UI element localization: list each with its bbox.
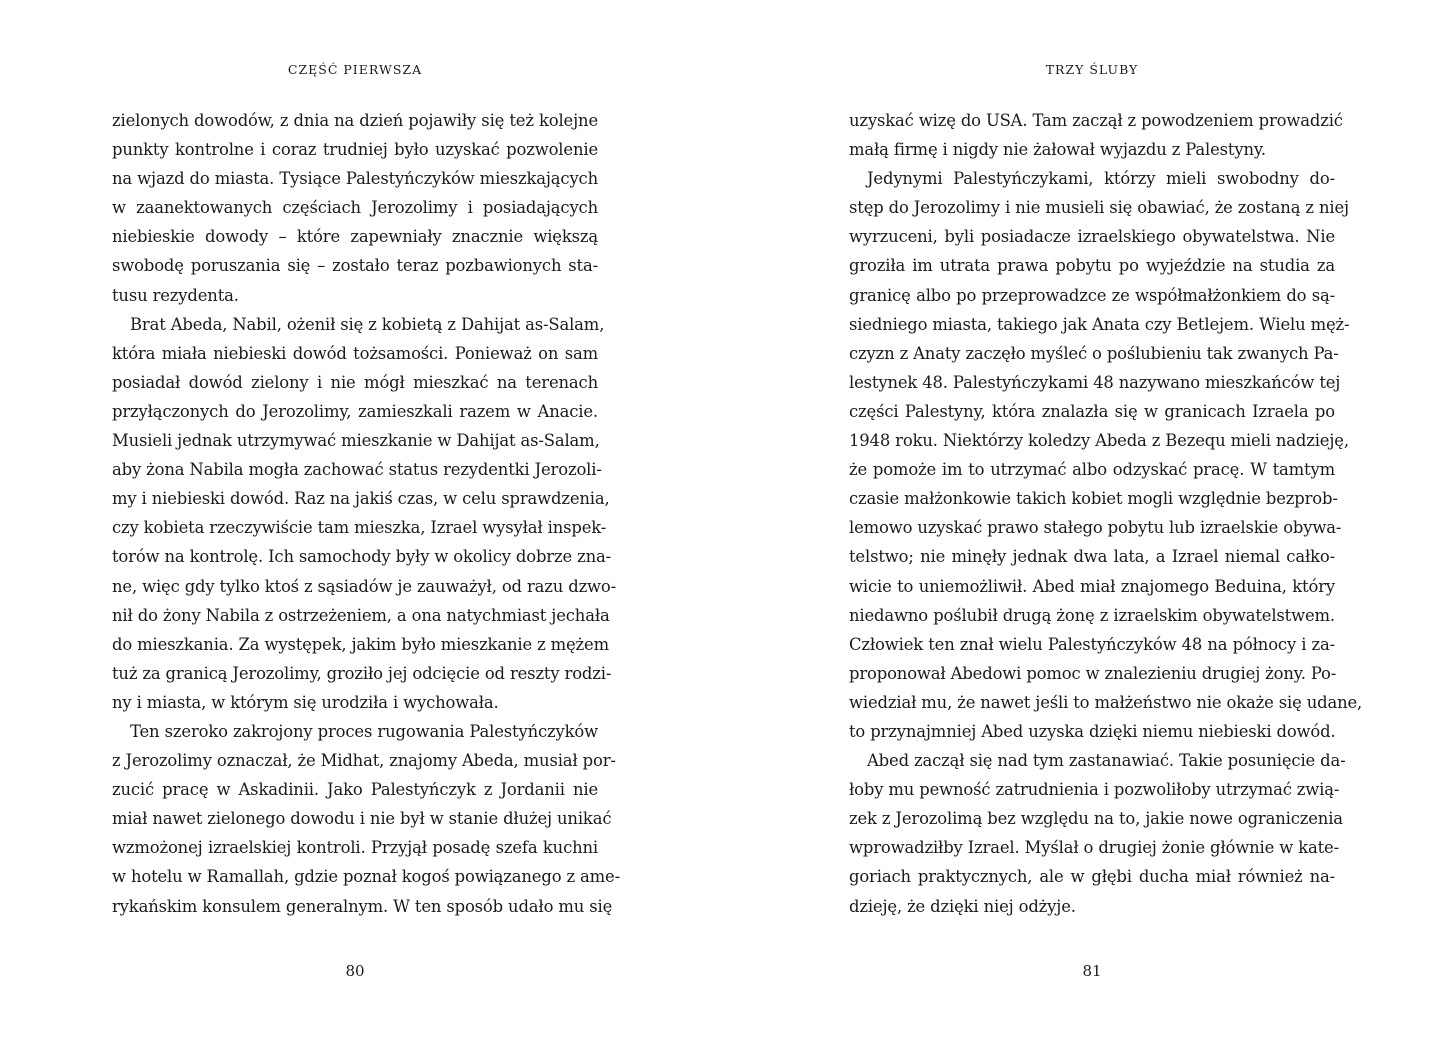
text-line: lestynek 48. Palestyńczykami 48 nazywano mieszkańców tej [849,372,1341,392]
text-line: Ten szeroko zakrojony proces rugowania Palestyńczyków [130,721,598,741]
text-line: w hotelu w Ramallah, gdzie poznał kogoś powiązanego z ame- [112,867,620,887]
text-line: tuż za granicą Jerozolimy, groziło jej odcięcie od reszty rodzi- [112,663,612,683]
text-line: wzmożonej izraelskiej kontroli. Przyjął posadę szefa kuchni [112,838,598,858]
text-line: że pomoże im to utrzymać albo odzyskać pracę. W tamtym [849,460,1335,480]
text-line: miał nawet zielonego dowodu i nie był w stanie dłużej unikać [112,809,612,829]
text-line: 1948 roku. Niektórzy koledzy Abeda z Bezequ mieli nadzieję, [849,431,1349,451]
text-line: Musieli jednak utrzymywać mieszkanie w Dahijat as-Salam, [112,431,600,451]
text-line: do mieszkania. Za występek, jakim było mieszkanie z mężem [112,634,609,654]
text-line: wprowadziłby Izrael. Myślał o drugiej żonie głównie w kate- [849,838,1339,858]
text-line: groziła im utrata prawa pobytu po wyjeździe na studia za [849,256,1335,276]
text-line: stęp do Jerozolimy i nie musieli się obawiać, że zostaną z niej [849,198,1349,218]
text-line: telstwo; nie minęły jednak dwa lata, a Izrael niemal całko- [849,547,1335,567]
text-line: tusu rezydenta. [112,285,239,305]
text-line: swobodę poruszania się – zostało teraz pozbawionych sta- [112,256,598,276]
text-line: łoby mu pewność zatrudnienia i pozwoliłoby utrzymać zwią- [849,780,1340,800]
right-page [849,0,1363,1058]
text-line: goriach praktycznych, ale w głębi ducha miał również na- [849,867,1335,887]
text-line: niebieskie dowody – które zapewniały znacznie większą [112,227,598,247]
text-line: punkty kontrolne i coraz trudniej było uzyskać pozwolenie [112,140,598,160]
text-line: zielonych dowodów, z dnia na dzień pojawiły się też kolejne [112,111,598,130]
text-line: w zaanektowanych częściach Jerozolimy i posiadających [112,198,598,218]
text-line: czy kobieta rzeczywiście tam mieszka, Izrael wysyłał inspek- [112,518,607,538]
text-line: uzyskać wizę do USA. Tam zaczął z powodzeniem prowadzić [849,111,1343,130]
text-line: to przynajmniej Abed uzyska dzięki niemu niebieski dowód. [849,721,1336,741]
text-line: na wjazd do miasta. Tysiące Palestyńczyków mieszkających [112,169,598,189]
page-number-left: 80 [345,962,365,980]
text-line: wicie to uniemożliwił. Abed miał znajomego Beduina, który [849,576,1335,596]
text-line: małą firmę i nigdy nie żałował wyjazdu z Palestyny. [849,140,1266,160]
running-head-right: TRZY ŚLUBY [1045,62,1139,77]
left-page [112,0,620,1058]
text-line: Abed zaczął się nad tym zastanawiać. Takie posunięcie da- [867,751,1346,771]
text-line: Człowiek ten znał wielu Palestyńczyków 48 na północy i za- [849,634,1335,654]
right-page-body [849,106,1363,921]
text-line: proponował Abedowi pomoc w znalezieniu drugiej żony. Po- [849,663,1337,683]
text-line: z Jerozolimy oznaczał, że Midhat, znajomy Abeda, musiał por- [112,751,616,771]
text-line: rykańskim konsulem generalnym. W ten sposób udało mu się [112,896,613,916]
text-line: nił do żony Nabila z ostrzeżeniem, a ona natychmiast jechała [112,605,610,625]
text-line: ne, więc gdy tylko ktoś z sąsiadów je zauważył, od razu dzwo- [112,576,617,596]
text-line: zek z Jerozolimą bez względu na to, jakie nowe ograniczenia [849,809,1343,829]
text-line: torów na kontrolę. Ich samochody były w okolicy dobrze zna- [112,547,611,567]
text-line: Jedynymi Palestyńczykami, którzy mieli swobodny do- [867,169,1335,189]
text-line: zucić pracę w Askadinii. Jako Palestyńczyk z Jordanii nie [112,780,598,800]
text-line: lemowo uzyskać prawo stałego pobytu lub izraelskie obywa- [849,518,1342,538]
text-line: czasie małżonkowie takich kobiet mogli względnie bezprob- [849,489,1338,509]
text-line: dzieję, że dzięki niej odżyje. [849,896,1076,916]
text-line: ny i miasta, w którym się urodziła i wychowała. [112,692,499,712]
text-line: która miała niebieski dowód tożsamości. Ponieważ on sam [112,343,598,363]
left-page-body [112,106,620,921]
text-line: czyzn z Anaty zaczęło myśleć o poślubieniu tak zwanych Pa- [849,343,1339,363]
text-line: aby żona Nabila mogła zachować status rezydentki Jerozoli- [112,460,602,480]
running-head-left: CZĘŚĆ PIERWSZA [287,62,423,77]
text-line: posiadał dowód zielony i nie mógł mieszkać na terenach [112,372,598,392]
text-line: niedawno poślubił drugą żonę z izraelskim obywatelstwem. [849,605,1335,625]
text-line: wyrzuceni, byli posiadacze izraelskiego obywatelstwa. Nie [849,227,1335,247]
text-line: siedniego miasta, takiego jak Anata czy Betlejem. Wielu męż- [849,314,1350,334]
text-line: granicę albo po przeprowadzce ze współmałżonkiem do są- [849,285,1335,305]
text-line: my i niebieski dowód. Raz na jakiś czas, w celu sprawdzenia, [112,489,610,509]
text-line: części Palestyny, która znalazła się w granicach Izraela po [849,401,1335,421]
text-line: przyłączonych do Jerozolimy, zamieszkali razem w Anacie. [112,401,598,421]
text-line: wiedział mu, że nawet jeśli to małżeństwo nie okaże się udane, [849,692,1363,712]
text-line: Brat Abeda, Nabil, ożenił się z kobietą z Dahijat as-Salam, [130,314,605,334]
page-number-right: 81 [1082,962,1102,980]
